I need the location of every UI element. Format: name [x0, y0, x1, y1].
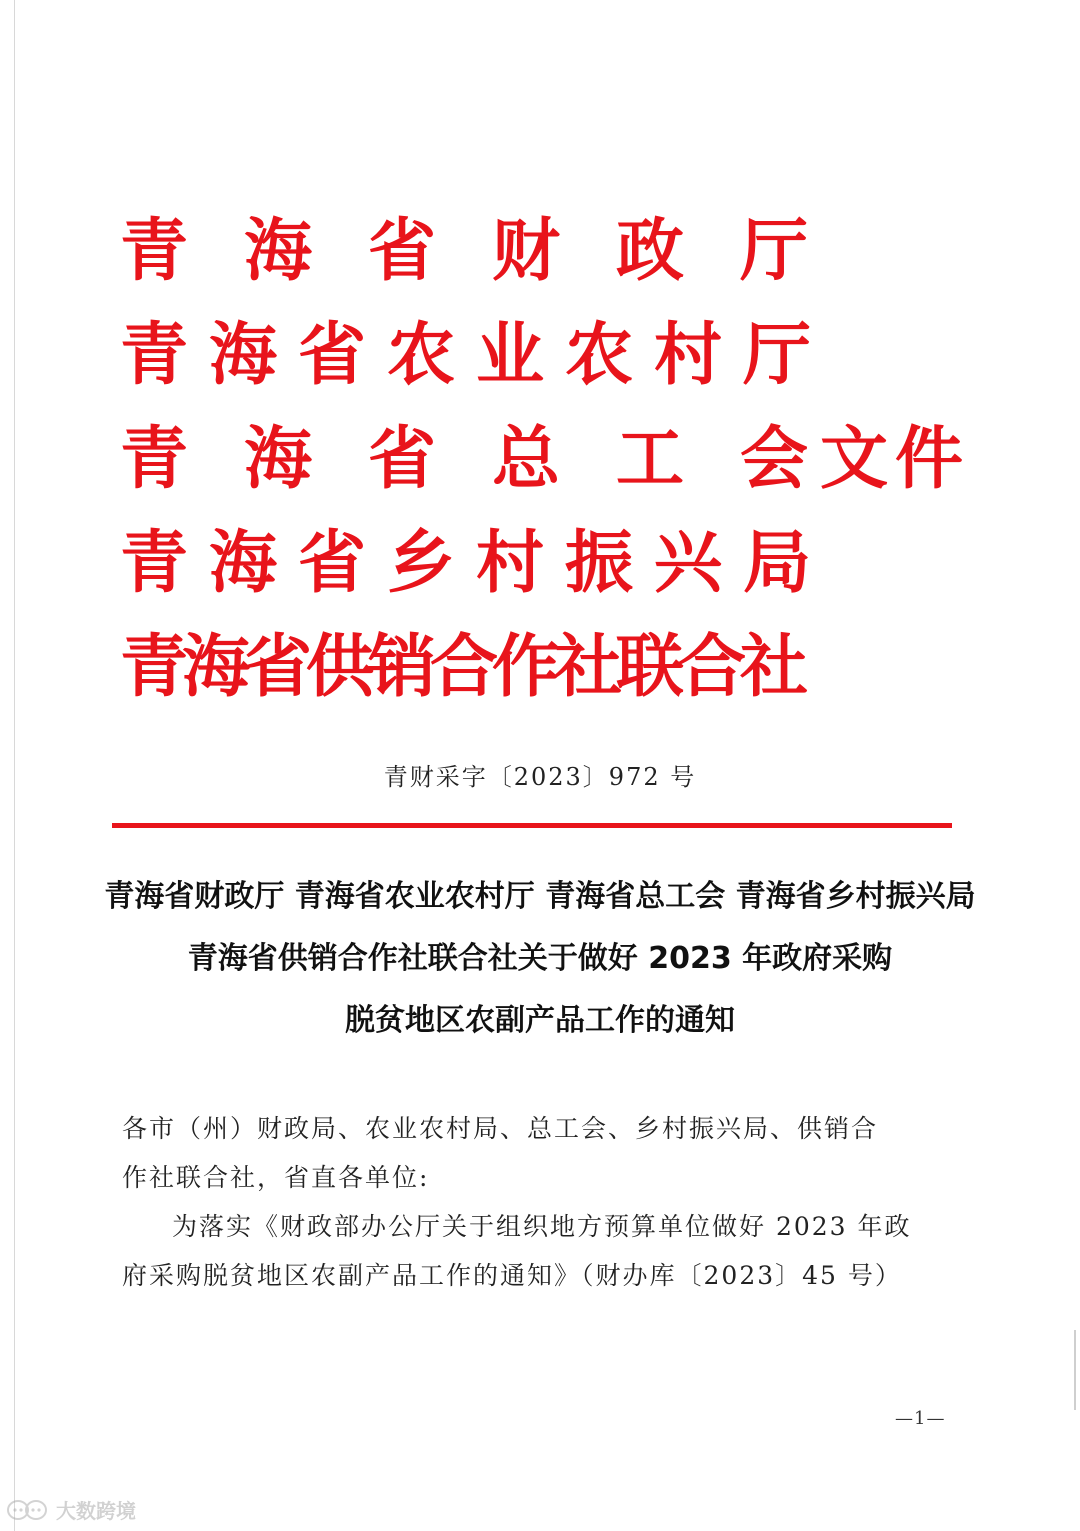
- watermark: [6, 1495, 136, 1524]
- header-character: 社: [740, 628, 809, 707]
- header-character: 省: [368, 212, 437, 291]
- header-line: [120, 408, 964, 512]
- paragraph-line: 府采购脱贫地区农副产品工作的通知》（财办库〔2023〕45 号）: [122, 1261, 902, 1290]
- red-separator-rule: [112, 823, 952, 828]
- header-character: 财: [492, 212, 561, 291]
- header-character: 海: [244, 420, 313, 499]
- issuing-authorities-header: [120, 200, 964, 720]
- header-character: 省: [368, 420, 437, 499]
- paragraph-line: 为落实《财政部办公厅关于组织地方预算单位做好 2023 年政: [172, 1212, 912, 1241]
- header-character: 社: [554, 628, 623, 707]
- header-character: 销: [368, 628, 437, 707]
- header-character: 文: [820, 420, 889, 499]
- header-character: 省: [244, 628, 313, 707]
- document-body: [122, 1104, 942, 1300]
- header-character: 厅: [740, 212, 809, 291]
- header-character: 件: [895, 420, 964, 499]
- header-character: 联: [616, 628, 685, 707]
- header-character: 合: [430, 628, 499, 707]
- header-character: 总: [492, 420, 561, 499]
- notice-title-line: 脱贫地区农副产品工作的通知: [345, 1003, 735, 1038]
- header-character: 省: [298, 316, 367, 395]
- header-character: 海: [182, 628, 251, 707]
- page-number: —1—: [895, 1408, 946, 1429]
- header-character: 青: [120, 316, 189, 395]
- header-line: [120, 616, 950, 720]
- header-character: 乡: [387, 524, 456, 603]
- header-line: [120, 512, 950, 616]
- header-character: 村: [654, 316, 723, 395]
- header-character: 合: [678, 628, 747, 707]
- header-character: 青: [120, 628, 189, 707]
- notice-title: [0, 866, 1080, 1052]
- header-character: 村: [476, 524, 545, 603]
- watermark-text: 大数跨境: [56, 1499, 136, 1523]
- header-character: 海: [209, 316, 278, 395]
- header-character: 工: [616, 420, 685, 499]
- chat-bubble-logo-icon: [6, 1498, 52, 1522]
- header-character: 政: [616, 212, 685, 291]
- header-character: 兴: [654, 524, 723, 603]
- header-character: 作: [492, 628, 561, 707]
- header-character: 农: [565, 316, 634, 395]
- document-number: 青财采字〔2023〕972 号: [383, 763, 697, 791]
- header-character: 振: [565, 524, 634, 603]
- header-character: 农: [387, 316, 456, 395]
- notice-title-line: 青海省供销合作社联合社关于做好 2023 年政府采购: [187, 941, 893, 976]
- notice-title-line: 青海省财政厅 青海省农业农村厅 青海省总工会 青海省乡村振兴局: [104, 879, 976, 914]
- header-line: [120, 304, 950, 408]
- header-character: 省: [298, 524, 367, 603]
- header-character: 海: [244, 212, 313, 291]
- header-character: 海: [209, 524, 278, 603]
- header-character: 青: [120, 420, 189, 499]
- page-edge: [1074, 1330, 1076, 1410]
- header-character: 会: [740, 420, 809, 499]
- addressee-line: 各市（州）财政局、农业农村局、总工会、乡村振兴局、供销合: [122, 1114, 879, 1143]
- header-character: 厅: [743, 316, 812, 395]
- header-character: 供: [306, 628, 375, 707]
- header-character: 业: [476, 316, 545, 395]
- addressee-line: 作社联合社，省直各单位:: [122, 1163, 430, 1192]
- header-line: [120, 200, 950, 304]
- header-character: 局: [743, 524, 812, 603]
- header-character: 青: [120, 212, 189, 291]
- header-character: 青: [120, 524, 189, 603]
